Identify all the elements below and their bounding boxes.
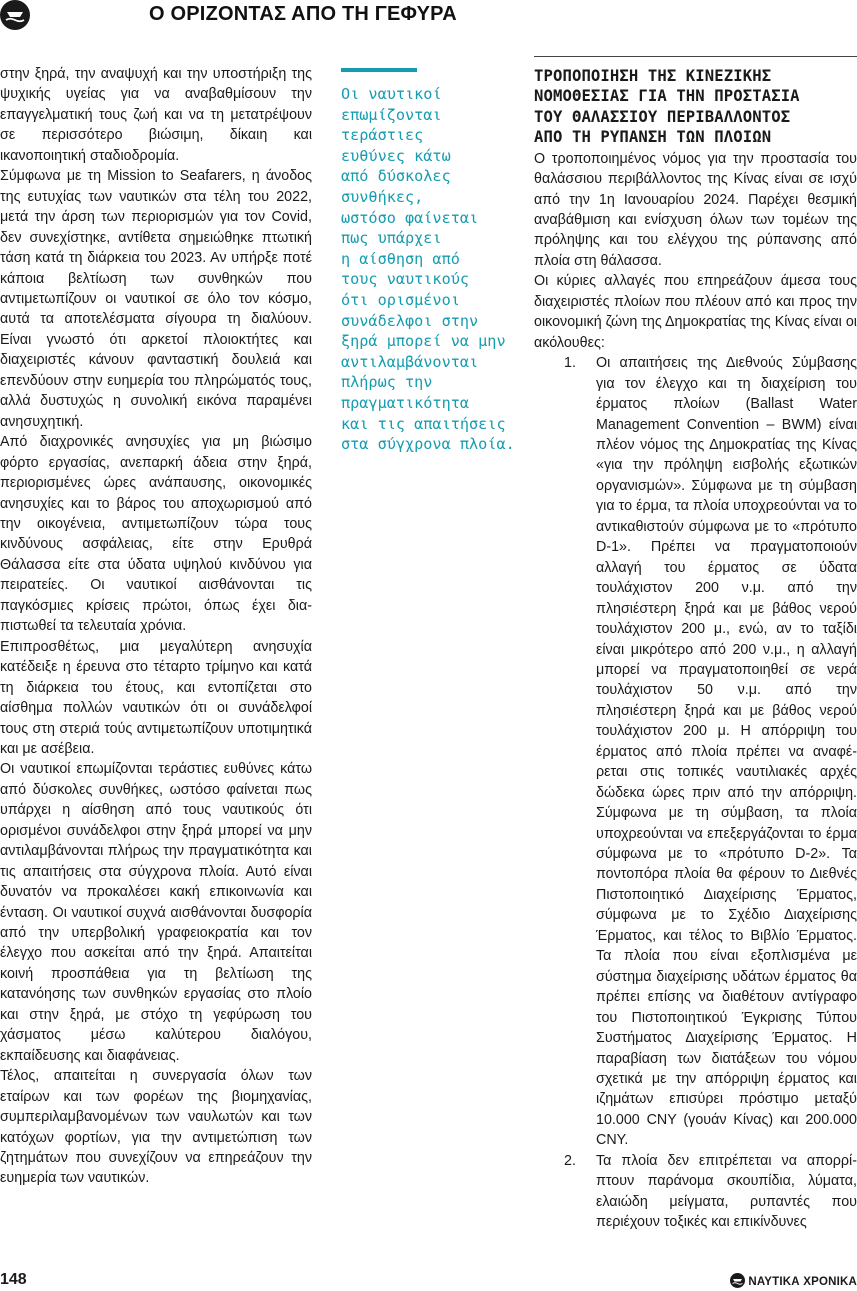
publication-brand [730, 1273, 857, 1288]
paragraph: στην ξηρά, την αναψυχή και την υποστήριξη της ψυχικής υγείας για να αναβαθμίσουν την επαγγελματική τους ζωή και να τη μετατρέψουν σε περισσότερο βιώσιμη, δίκαιη και ικανοποιητική σταδιοδρομία. [0, 66, 312, 164]
paragraph: Ο τροποποιημένος νόμος για την προστασία του θαλάσσιου περιβάλλοντος της Κίνας είναι σε ισχύ από την 1η Ιανουαρίου 2024. Παρέχει θεσμική αναβάθμιση και ενίσχυση όλων των τομέων της πρόληψης και του ελέγχου της ρύπανσης από πλοία στη θάλασσα. [534, 150, 857, 269]
article-heading: ΤΡΟΠΟΠΟΙΗΣΗ ΤΗΣ ΚΙΝΕΖΙΚΗΣ ΝΟΜΟΘΕΣΙΑΣ ΓΙΑ ΤΗΝ ΠΡΟΣΤΑΣΙΑ ΤΟΥ ΘΑΛΑΣΣΙΟΥ ΠΕΡΙΒΑΛΛΟΝΤΟΣ ΑΠΟ ΤΗ ΡΥΠΑΝΣΗ ΤΩΝ ΠΛΟΙΩΝ [534, 67, 800, 147]
pull-quote-accent-bar [341, 68, 417, 72]
ship-wave-icon [730, 1273, 745, 1288]
brand-name: ΝΑΥΤΙΚΑ ΧΡΟΝΙΚΑ [748, 1276, 857, 1288]
divider [534, 56, 857, 57]
paragraph: Τέλος, απαιτείται η συνεργασία όλων των εταίρων και των φορέων της βιομηχανίας, συμπεριλαμβανομένων των ναυλωτών και των κατόχων φορτίων, για την αντιμετώπιση των ζητημάτων που συνεχίζουν να επηρεάζουν την ευημερία των ναυτικών. [0, 1068, 312, 1187]
pull-quote-text: Οι ναυτικοί επωμίζονται τεράστιες ευθύνες κάτω από δύσκολες συνθήκες, ωστόσο φαίνεται πως υπάρχει η αίσθηση από τους ναυτικούς ότι ορισμένοι συνάδελφοι στην ξηρά μπορεί να μην αντιλαμβάνονται πλήρως την πραγματικότητα και τις απαιτήσεις στα σύγχρονα πλοία. [341, 85, 515, 454]
numbered-list [534, 353, 857, 1232]
pull-quote [341, 68, 533, 455]
page-footer [0, 1266, 857, 1291]
list-item [534, 353, 857, 1151]
list-number: 2. [564, 1152, 576, 1169]
list-item-text: Οι απαιτήσεις της Διεθνούς Σύμβασης για τον έλεγχο και τη διαχείριση του έρματος πλοίων (Ballast Water Management Convention – BWM) είναι πλέον νόμος της Δημοκρατίας της Κίνας «για την πρόληψη εισβολής εξωτικών οργανισμών». Σύμφωνα με τη σύμβαση για το έρμα, τα πλοία υποχρεούνται να το αντικαθιστούν σύμφωνα με το «πρότυπο D-1». Πρέπει να πραγματοποιούν αλλαγή του έρματος σε ύδατα τουλάχιστον 200 ν.μ. από την πλησιέστερη ξηρά και με βάθος νερού τουλάχιστον 200 μ., ενώ, αν το ταξίδι είναι μικρότερο από 200 ν.μ., η αλλαγή μπορεί να πραγματοποιηθεί σε νερά τουλάχιστον 50 ν.μ. από την πλησιέστερη ξηρά και με βάθος νερού τουλάχιστον 200 μ. Η απόρριψη του έρματος από πλοία πρέπει να αναφέρεται στις τοπικές ναυτιλιακές αρχές δώδεκα ώρες πριν από την απόρριψη. Σύμφωνα με τη σύμβαση, τα πλοία υποχρεούνται να επεξεργάζονται το έρμα σύμφωνα με το «πρότυπο D-2». Τα ποντοπόρα πλοία θα φέρουν το Διεθνές Πιστοποιητικό Διαχείρισης Έρματος, σύμφωνα με το Σχέδιο Διαχείρισης Έρματος, και τέλος το Βιβλίο Έρματος. Τα πλοία που είναι εξοπλισμένα με σύστημα διαχείρισης υδάτων έρματος θα πρέπει επίσης να διαθέτουν αντίγραφο του Πιστοποιητικού Έγκρισης Τύπου Συστήματος Διαχείρισης Έρματος. Η παραβίαση των διατάξεων του νόμου σχετικά με την απόρριψη έρματος και ιζημάτων επισύρει πρόστιμο μεταξύ 10.000 CNY (γουάν Κίνας) και 200.000 CNY. [596, 355, 857, 1149]
list-item [534, 1151, 857, 1233]
left-column [0, 64, 312, 1189]
page-header [0, 0, 857, 30]
paragraph: Σύμφωνα με τη Mission to Seafarers, η άνοδος της ευτυχίας των ναυτικών στα τέλη του 2022, μετά την άρση των περιορισμών για τον Covid, δεν συνεχίστηκε, αντίθετα σημειώθηκε πτωτική τάση κατά τη διάρκεια του 2023. Αν υπήρξε ποτέ κάποια βελτίωση των συνθηκών που αντιμετωπίζουν οι ναυτικοί σε όλο τον κόσμο, αυτά τα αποτελέσματα σίγουρα τη διαλύουν. Είναι γνωστό ότι αρκετοί πλοιοκτήτες και διαχειριστές κάνουν φανταστική δουλειά και επενδύουν στην ευημερία του πληρώματός τους, αλλά δυστυχώς η συνολική εικόνα παραμένει ανησυχητική. [0, 168, 312, 430]
right-column [534, 56, 857, 1233]
list-number: 1. [564, 355, 576, 372]
paragraph: Οι κύριες αλλαγές που επηρεάζουν άμεσα τους διαχειριστές πλοίων που πλέουν από και προς την οικονομική ζώνη της Δημοκρατίας της Κίνας είναι οι ακόλουθες: [534, 273, 857, 351]
ship-logo-icon [0, 0, 30, 30]
paragraph: Από διαχρονικές ανησυχίες για μη βιώσιμο φόρτο εργασίας, ανεπαρκή άδεια στην ξηρά, περιορισμένες ώρες ανάπαυσης, οικονομικές ανησυχίες και το βάρος του αποχωρισμού από την οικογένεια, αντιμετωπίζουν τώρα τους κινδύνους ασφάλειας, είτε στην Ερυθρά Θάλασσα είτε στα ύδατα υψηλού κινδύνου για πειρατείες. Οι ναυτικοί αισθάνονται τις παγκόσμιες κρίσεις πρώτοι, όπως έχει διαπιστωθεί τα τελευταία χρόνια. [0, 434, 312, 635]
list-item-text: Τα πλοία δεν επιτρέπεται να απορρίπτουν παράνομα σκουπίδια, λύματα, ελαιώδη μείγματα, ρυπαντές που περιέχουν τοξικές και επικίνδυνες [596, 1152, 857, 1231]
paragraph: Οι ναυτικοί επωμίζονται τεράστιες ευθύνες κάτω από δύσκολες συνθήκες, ωστόσο φαίνεται πως υπάρχει η αίσθηση από τους ναυτικούς ότι ορισμένοι συνάδελφοι στην ξηρά μπορεί να μην αντιλαμβάνονται πλήρως την πραγματικότητα και τις απαιτήσεις στα σύγχρονα πλοία. Αυτό είναι δυνατόν να προκαλέσει κακή επικοινωνία και ένταση. Οι ναυτικοί συχνά αισθάνονται δυσφορία από την υπερβολική γραφειοκρατία και τον έλεγχο που ασκείται από την ξηρά. Απαιτείται κοινή προσπάθεια για τη βελτίωση της κατανόησης των συνθηκών εργασίας στο πλοίο και στην ξηρά, με στόχο τη γεφύρωση του χάσματος μέσω καλύτερου διαλόγου, εκπαίδευσης και διαφάνειας. [0, 761, 312, 1064]
page-number: 148 [0, 1271, 27, 1288]
paragraph: Επιπροσθέτως, μια μεγαλύτερη ανησυχία κατέδειξε η έρευνα στο τέταρτο τρίμηνο και κατά τη διάρκεια του έτους, και εντοπίζεται στο αίσθημα πολλών ναυτικών ότι οι συνάδελφοί τους στη στεριά τούς αντιμετωπίζουν υποτιμητικά και με ασέβεια. [0, 638, 312, 757]
section-title: Ο ΟΡΙΖΟΝΤΑΣ ΑΠΟ ΤΗ ΓΕΦΥΡΑ [149, 3, 457, 25]
